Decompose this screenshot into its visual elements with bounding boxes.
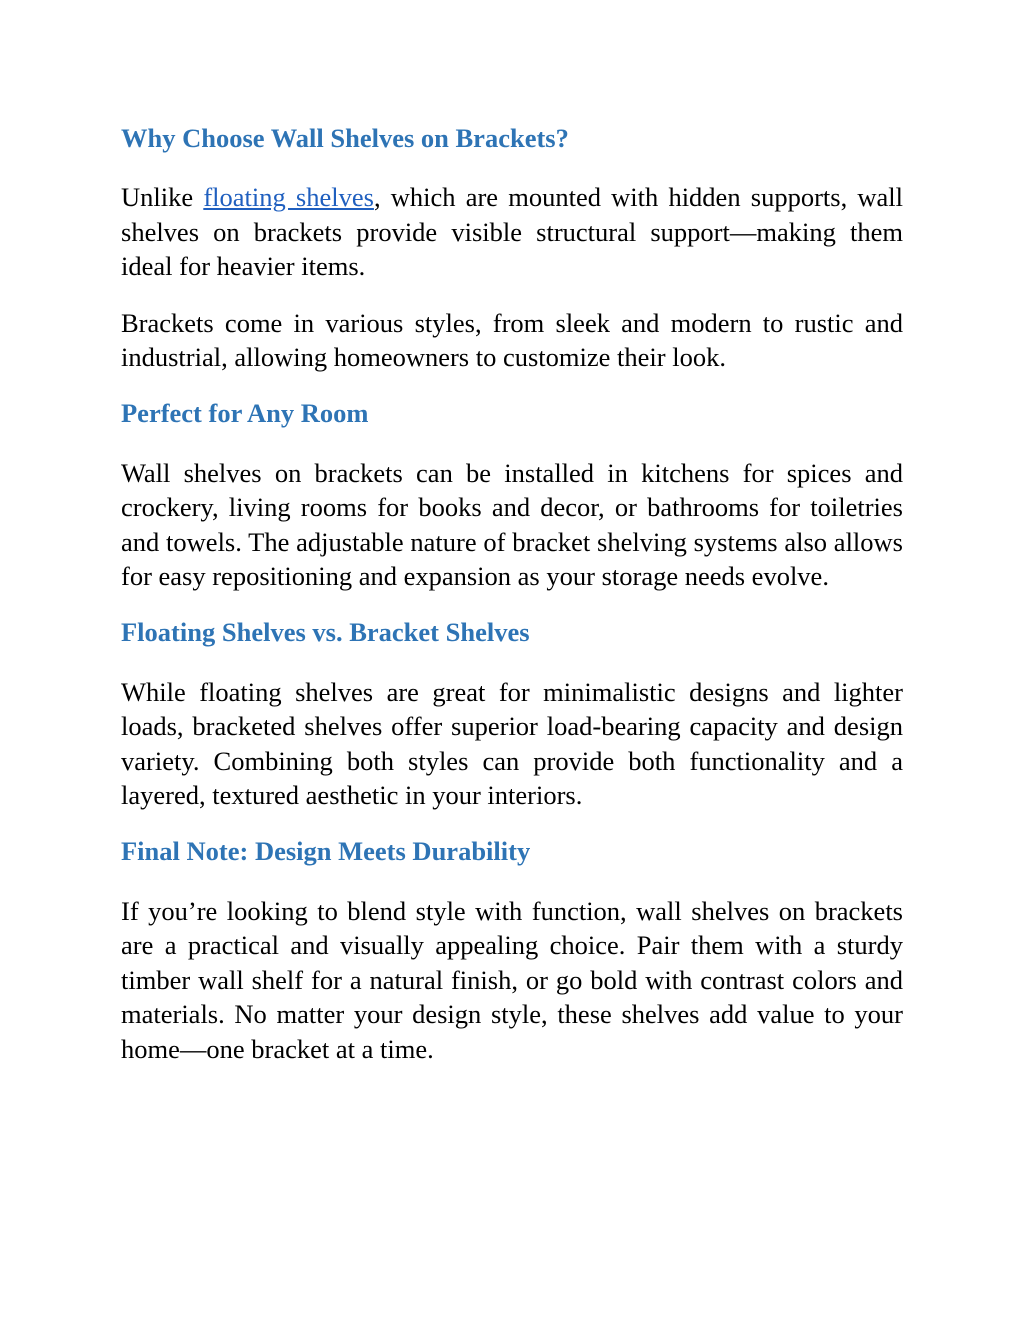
paragraph-bracket-styles: Brackets come in various styles, from sleek and modern to rustic and industrial, allowing homeowners to customize their look.	[121, 307, 903, 372]
paragraph-intro-rest: , which are mounted with hidden supports, wall shelves on brackets provide visible structural support—making them ideal for heavier items.	[121, 182, 903, 281]
floating-shelves-link[interactable]: floating shelves	[203, 182, 374, 212]
paragraph-floating-vs-bracket: While floating shelves are great for minimalistic designs and lighter loads, bracketed shelves offer superior load-bearing capacity and design variety. Combining both styles can provide both functionality and a layered, textured aesthetic in your interiors.	[121, 676, 903, 810]
paragraph-intro-lead: Unlike	[121, 182, 204, 212]
section-heading-final-note: Final Note: Design Meets Durability	[121, 835, 531, 866]
paragraph-final-note: If you’re looking to blend style with function, wall shelves on brackets are a practical and visually appealing choice. Pair them with a sturdy timber wall shelf for a natural finish, or go bold with contrast colors and materials. No matter your design style, these shelves add value to your home—one bracket at a time.	[121, 895, 903, 1064]
paragraph-intro	[121, 180, 903, 284]
section-heading-any-room: Perfect for Any Room	[121, 397, 369, 428]
document-page	[121, 118, 903, 1066]
section-heading-why-choose: Why Choose Wall Shelves on Brackets?	[121, 123, 569, 153]
paragraph-any-room: Wall shelves on brackets can be installed in kitchens for spices and crockery, living rooms for books and decor, or bathrooms for toiletries and towels. The adjustable nature of bracket shelving systems also allows for easy repositioning and expansion as your storage needs evolve.	[121, 457, 903, 591]
section-heading-floating-vs-bracket: Floating Shelves vs. Bracket Shelves	[121, 616, 530, 647]
